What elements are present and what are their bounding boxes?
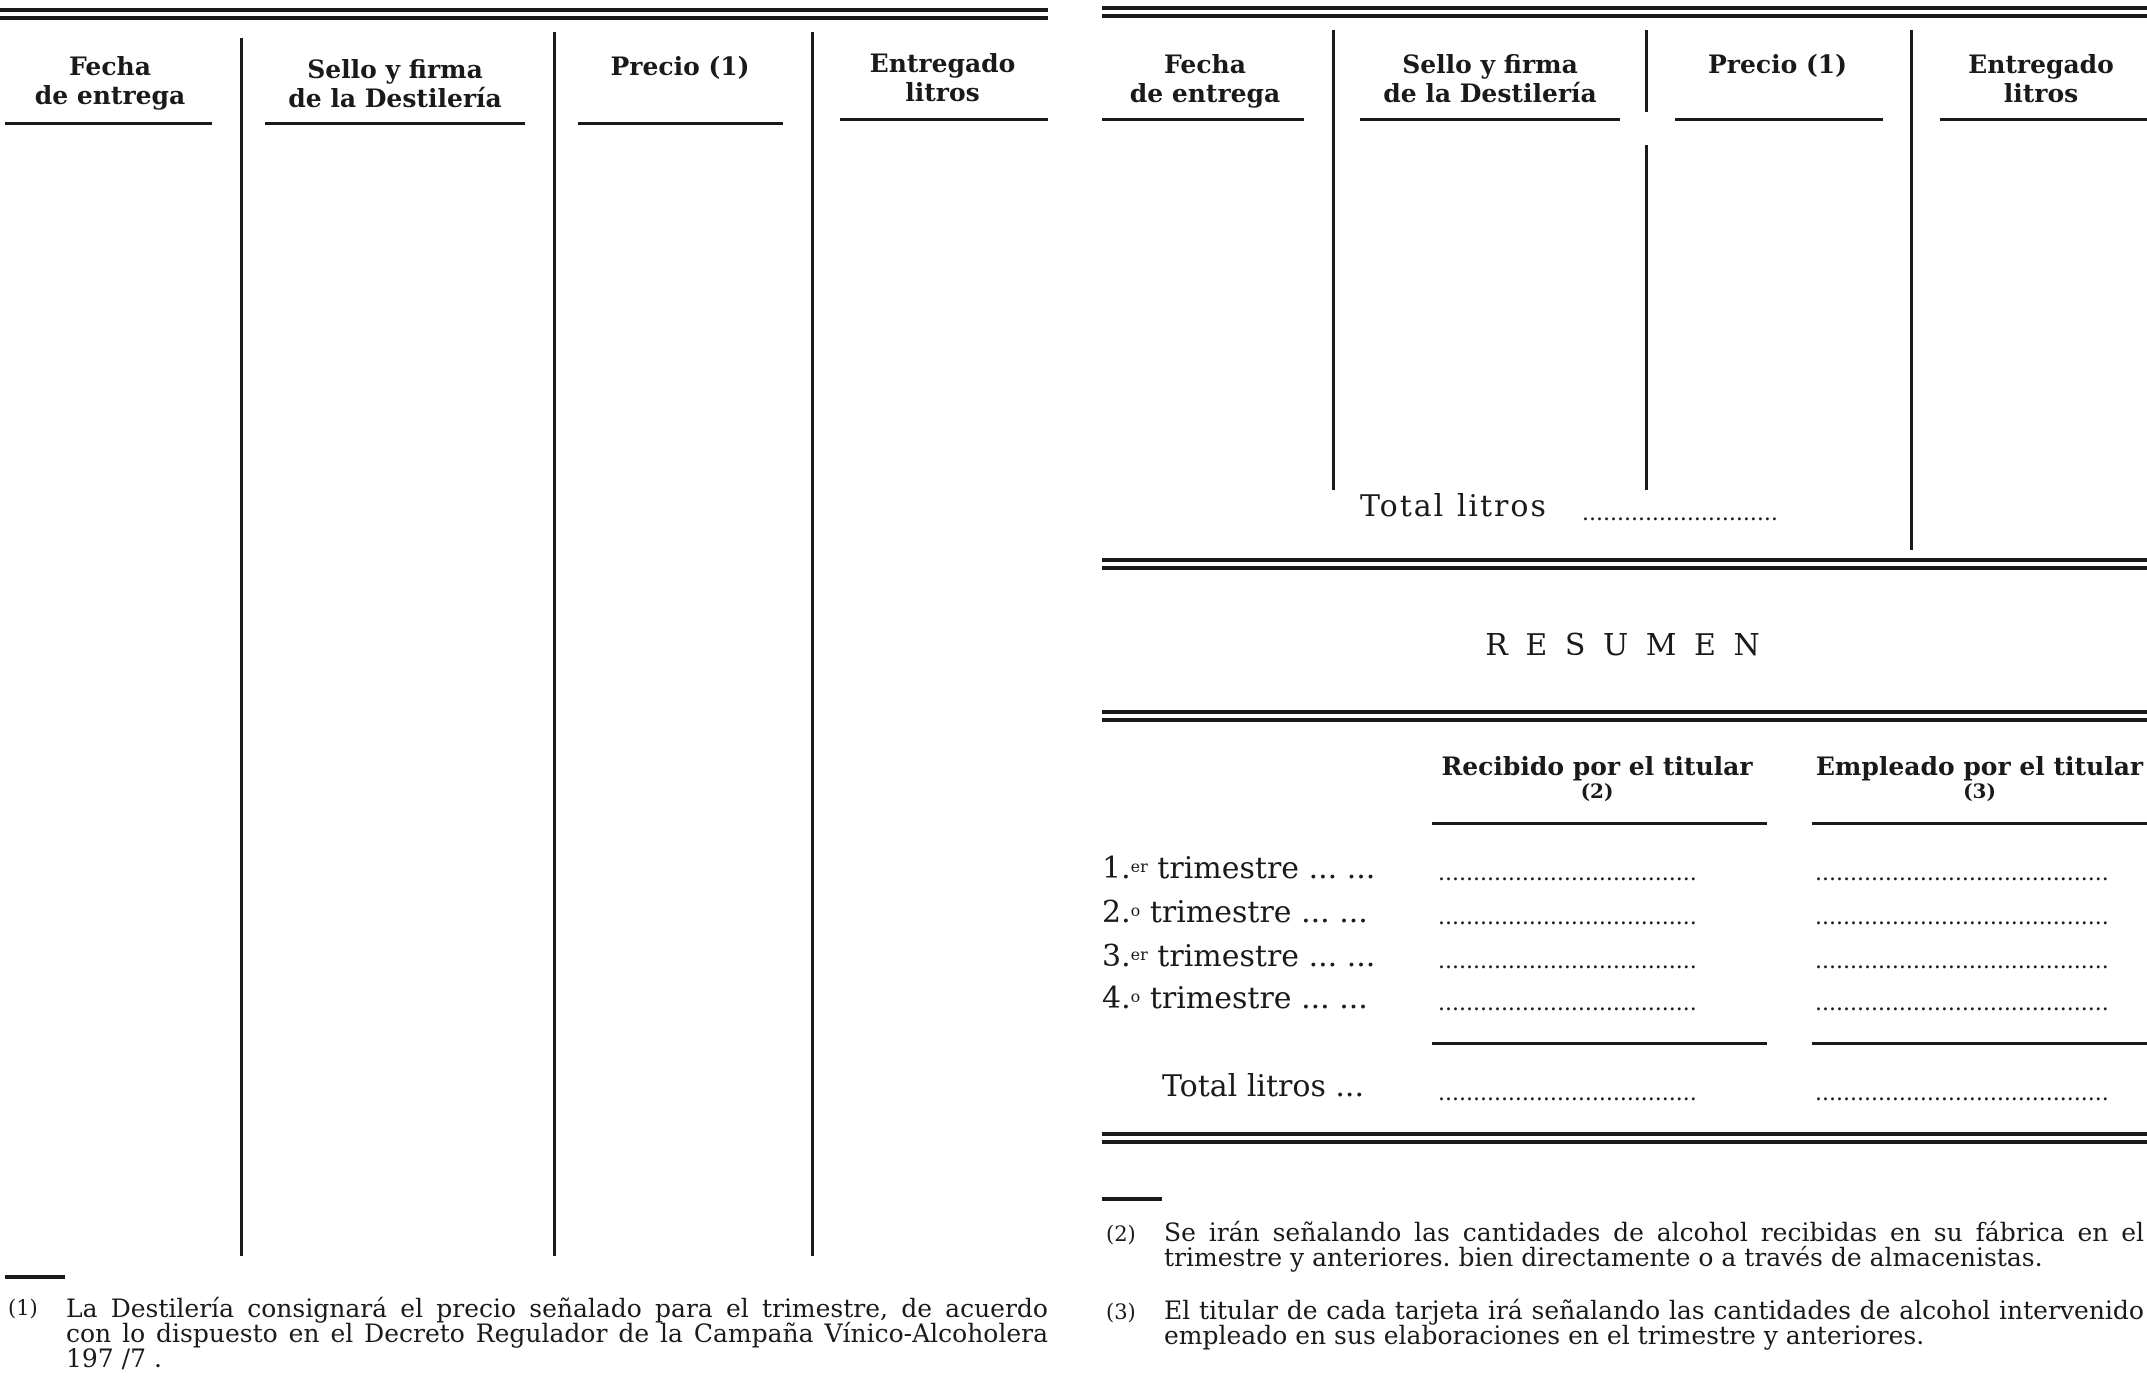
right-header-sello: Sello y firma de la Destilería [1383, 50, 1597, 108]
left-header-sello: Sello y firma de la Destilería [288, 55, 502, 113]
right-header-underline-4 [1940, 118, 2147, 121]
footnote-2-marker: (2) [1106, 1222, 1136, 1246]
footnote-2-text: Se irán señalando las cantidades de alcohol recibidas en su fábrica en el trimestre y anteriores. bien directamente o a través de almacenistas. [1164, 1218, 2144, 1272]
left-column-divider-2 [553, 32, 556, 1256]
resumen-row-3: 3.$^{er}$ trimestre ... ... [1102, 939, 1376, 974]
resumen-row-4: 4.$^o$ trimestre ... ... [1102, 981, 1368, 1016]
left-footnote-rule [5, 1275, 65, 1279]
right-column-divider-2a [1645, 30, 1648, 112]
left-top-double-rule [0, 8, 1048, 20]
resumen-bottom-double-rule [1102, 1132, 2147, 1144]
footnote-3-text: El titular de cada tarjeta irá señalando las cantidades de alcohol intervenido empleado en sus elaboraciones en el trimestre y anteriores. [1164, 1296, 2144, 1350]
resumen-top-double-rule [1102, 710, 2147, 722]
left-column-divider-1 [240, 38, 243, 1256]
resumen-col1-underline [1432, 822, 1767, 825]
right-total-litros-label: Total litros [1360, 489, 1548, 524]
right-header-fecha: Fecha de entrega [1129, 50, 1281, 108]
resumen-total-recibido-dots: ..................................... [1438, 1082, 1697, 1106]
left-header-underline-1 [5, 122, 212, 125]
right-total-litros-dots: ............................ [1582, 502, 1778, 526]
resumen-row-2-recibido-dots: ..................................... [1438, 906, 1697, 930]
resumen-row-3-recibido-dots: ..................................... [1438, 950, 1697, 974]
resumen-row-1-empleado-dots: .......................................... [1815, 862, 2109, 886]
resumen-col2-underline [1812, 822, 2147, 825]
left-column-divider-3 [811, 32, 814, 1256]
resumen-row-2-empleado-dots: .......................................... [1815, 906, 2109, 930]
footnote-1-text: La Destilería consignará el precio señalado para el trimestre, de acuerdo con lo dispuesto en el Decreto Regulador de la Campaña Vínico-Alcoholera 197 /7 . [66, 1294, 1048, 1373]
right-column-divider-2b [1645, 145, 1648, 490]
left-header-entregado: Entregado litros [869, 49, 1016, 107]
resumen-row-3-empleado-dots: .......................................... [1815, 950, 2109, 974]
right-header-underline-1 [1102, 118, 1304, 121]
right-column-divider-1 [1332, 30, 1335, 490]
resumen-title: R E S U M E N [1485, 628, 1764, 663]
right-header-precio: Precio (1) [1707, 50, 1848, 79]
resumen-col-recibido: Recibido por el titular (2) [1441, 752, 1753, 803]
footnote-3-marker: (3) [1106, 1300, 1136, 1324]
right-top-double-rule [1102, 6, 2147, 18]
left-header-underline-2 [265, 122, 525, 125]
resumen-sum-rule-1 [1432, 1042, 1767, 1045]
resumen-row-4-empleado-dots: .......................................... [1815, 992, 2109, 1016]
footnote-1-marker: (1) [8, 1296, 38, 1320]
resumen-col-empleado: Empleado por el titular (3) [1815, 752, 2144, 803]
resumen-row-1-recibido-dots: ..................................... [1438, 862, 1697, 886]
right-column-divider-3 [1910, 30, 1913, 550]
left-header-precio: Precio (1) [610, 52, 750, 81]
left-header-fecha: Fecha de entrega [34, 52, 186, 110]
left-header-underline-3 [578, 122, 783, 125]
right-footnote-rule [1102, 1197, 1162, 1201]
right-table-bottom-double-rule [1102, 558, 2147, 570]
left-header-underline-4 [840, 118, 1048, 121]
right-header-underline-3 [1675, 118, 1883, 121]
resumen-sum-rule-2 [1812, 1042, 2147, 1045]
resumen-row-2: 2.$^o$ trimestre ... ... [1102, 895, 1368, 930]
resumen-row-1: 1.$^{er}$ trimestre ... ... [1102, 851, 1376, 886]
resumen-total-empleado-dots: .......................................... [1815, 1082, 2109, 1106]
right-header-entregado: Entregado litros [1968, 50, 2114, 108]
right-header-underline-2 [1360, 118, 1620, 121]
resumen-total-litros: Total litros ... [1162, 1069, 1365, 1104]
resumen-row-4-recibido-dots: ..................................... [1438, 992, 1697, 1016]
